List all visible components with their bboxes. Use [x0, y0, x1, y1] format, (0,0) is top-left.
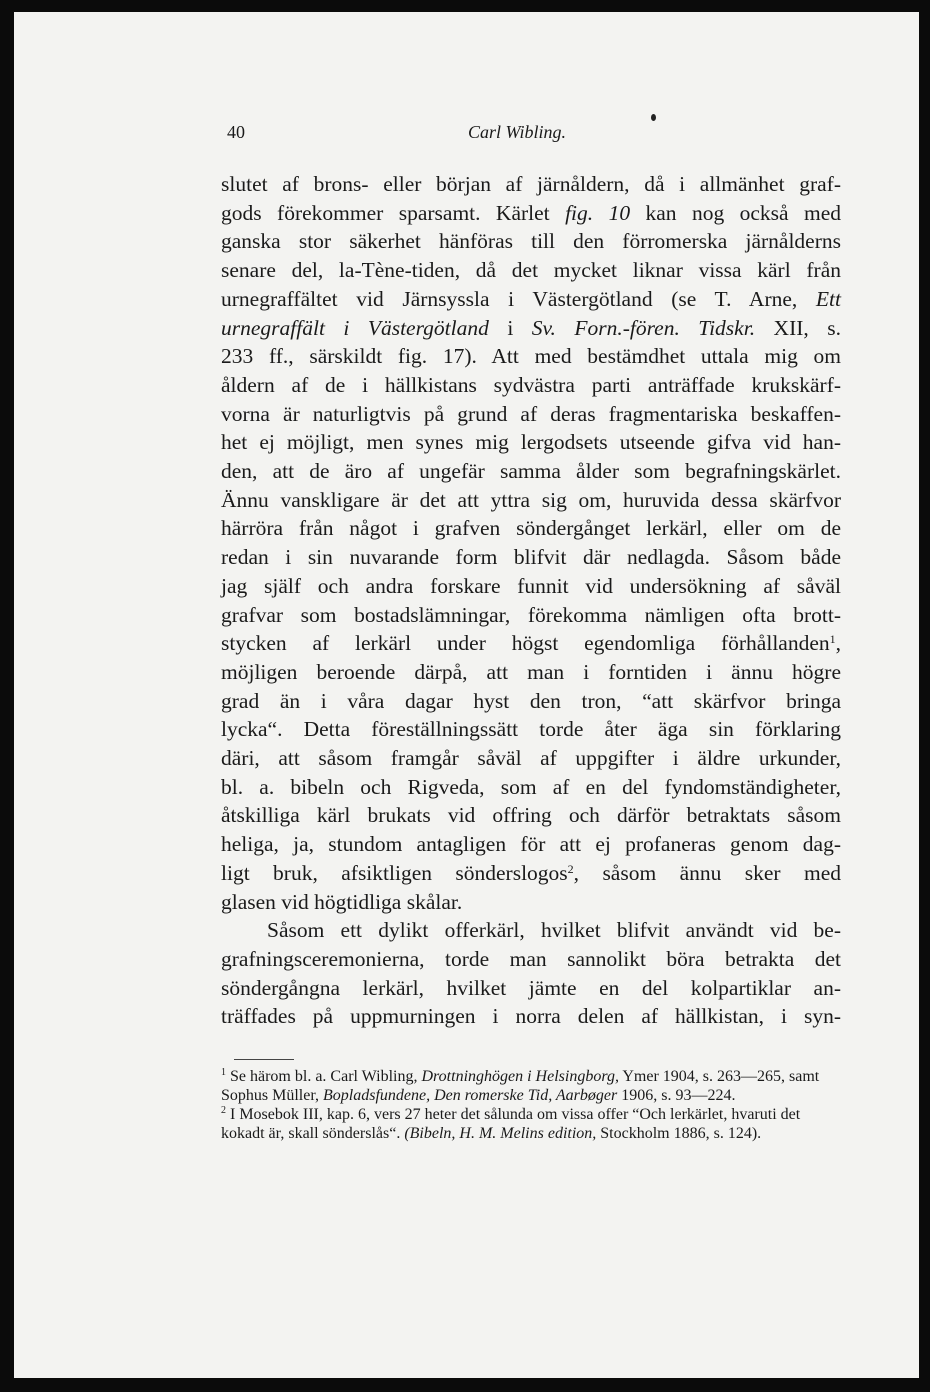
- text-line: het ej möjligt, men synes mig lergodsets utseende gifva vid han-: [221, 430, 841, 455]
- footnote-number: 1: [221, 1067, 226, 1078]
- text-line-content: ligt bruk, afsiktligen sönderslogos: [221, 860, 568, 885]
- text-line: grad än i våra dagar hyst den tron, “att skärfvor bringa: [221, 688, 841, 713]
- text-line: redan i sin nuvarande form blifvit där nedlagda. Såsom både: [221, 545, 841, 570]
- paragraph-2: [221, 916, 841, 1031]
- text-line: vorna är naturligtvis på grund af deras fragmentariska beskaffen-: [221, 401, 841, 426]
- footnote-text: 1906, s. 93—224.: [617, 1086, 736, 1104]
- text-line: träffades på uppmurningen i norra delen af hällkistan, i syn-: [221, 1004, 841, 1029]
- text-line-tail: , såsom ännu sker med: [573, 860, 841, 885]
- text-line-content: stycken af lerkärl under högst egendomliga förhållanden: [221, 631, 830, 656]
- footnote-text: Ymer 1904, s. 263—265, samt Sophus Müller,: [221, 1068, 820, 1104]
- text-line: Såsom ett dylikt offerkärl, hvilket blifvit användt vid be-: [267, 918, 841, 943]
- footnote-text: Stockholm 1886, s. 124).: [596, 1124, 762, 1142]
- footnote-title: (Bibeln, H. M. Melins edition,: [404, 1124, 597, 1142]
- text-line: åldern af de i hällkistans sydvästra parti anträffade krukskärf-: [221, 372, 841, 397]
- text-line: [221, 199, 841, 228]
- scanned-page: [14, 12, 919, 1378]
- footnote-2: [221, 1106, 841, 1143]
- text-line: jag själf och andra forskare funnit vid undersökning af såväl: [221, 573, 841, 598]
- text-line: söndergångna lerkärl, hvilket jämte en del kolpartiklar an-: [221, 975, 841, 1000]
- text-line: grafningsceremonierna, torde man sannolikt böra betrakta det: [221, 946, 841, 971]
- footnote-ref[interactable]: 1: [829, 632, 836, 647]
- text-line: lycka“. Detta föreställningssätt torde åter äga sin förklaring: [221, 717, 841, 742]
- paragraph-1: [221, 170, 841, 916]
- text-line: [221, 629, 841, 658]
- text-line-content: gods förekommer sparsamt. Kärlet fig. 10 kan nog också med: [221, 200, 842, 225]
- page-header: [227, 122, 847, 152]
- running-head: Carl Wibling.: [468, 122, 567, 142]
- text-line: senare del, la-Tène-tiden, då det mycket liknar vissa kärl från: [221, 258, 841, 283]
- text-line: grafvar som bostadslämningar, förekomma nämligen ofta brott-: [221, 602, 841, 627]
- footnote-title: Bopladsfundene, Den romerske Tid, Aarbøger: [323, 1086, 618, 1104]
- ink-speck: [651, 114, 656, 121]
- text-line: bl. a. bibeln och Rigveda, som af en del fyndomständigheter,: [221, 774, 841, 799]
- text-line: åtskilliga kärl brukats vid offring och därför betraktats såsom: [221, 803, 841, 828]
- text-line-tail: ,: [835, 631, 841, 656]
- text-line: urnegraffältet vid Järnsyssla i Västergötland (se T. Arne, Ett: [221, 286, 841, 311]
- text-line: möjligen beroende därpå, att man i forntiden i ännu högre: [221, 659, 841, 684]
- text-line: slutet af brons- eller början af järnåldern, då i allmänhet graf-: [221, 172, 841, 196]
- footnotes: [221, 1068, 841, 1144]
- text-line: ganska stor säkerhet hänföras till den förromerska järnålderns: [221, 229, 841, 254]
- text-line: 233 ff., särskildt fig. 17). Att med bestämdhet uttala mig om: [221, 344, 841, 369]
- text-line: den, att de äro af ungefär samma ålder som begrafningskärlet.: [221, 459, 841, 484]
- text-line: glasen vid högtidliga skålar.: [221, 889, 463, 914]
- footnote-1: [221, 1068, 841, 1105]
- footnote-text: I Mosebok III, kap. 6, vers 27 heter det sålunda om vissa offer “Och lerkärlet, hvaruti det kokadt är, skall sönderslås“.: [221, 1106, 801, 1142]
- footnote-rule: [234, 1059, 294, 1060]
- text-line: heliga, ja, stundom antagligen för att ej profaneras genom dag-: [221, 832, 841, 857]
- footnote-ref[interactable]: 2: [567, 861, 574, 876]
- text-line: däri, att såsom framgår såväl af uppgifter i äldre urkunder,: [221, 746, 841, 771]
- footnote-title: Drottninghögen i Helsingborg,: [421, 1068, 619, 1085]
- text-line: [221, 859, 841, 888]
- footnote-number: 2: [221, 1105, 226, 1116]
- text-line: härröra från något i grafven söndergånget lerkärl, eller om de: [221, 516, 841, 541]
- body-text: [221, 170, 841, 1031]
- page-number: 40: [227, 122, 245, 142]
- text-line: urnegraffält i Västergötland i Sv. Forn.-fören. Tidskr. XII, s.: [221, 315, 841, 340]
- text-line: Ännu vanskligare är det att yttra sig om, huruvida dessa skärfvor: [221, 487, 841, 512]
- footnote-text: Se härom bl. a. Carl Wibling,: [230, 1068, 422, 1085]
